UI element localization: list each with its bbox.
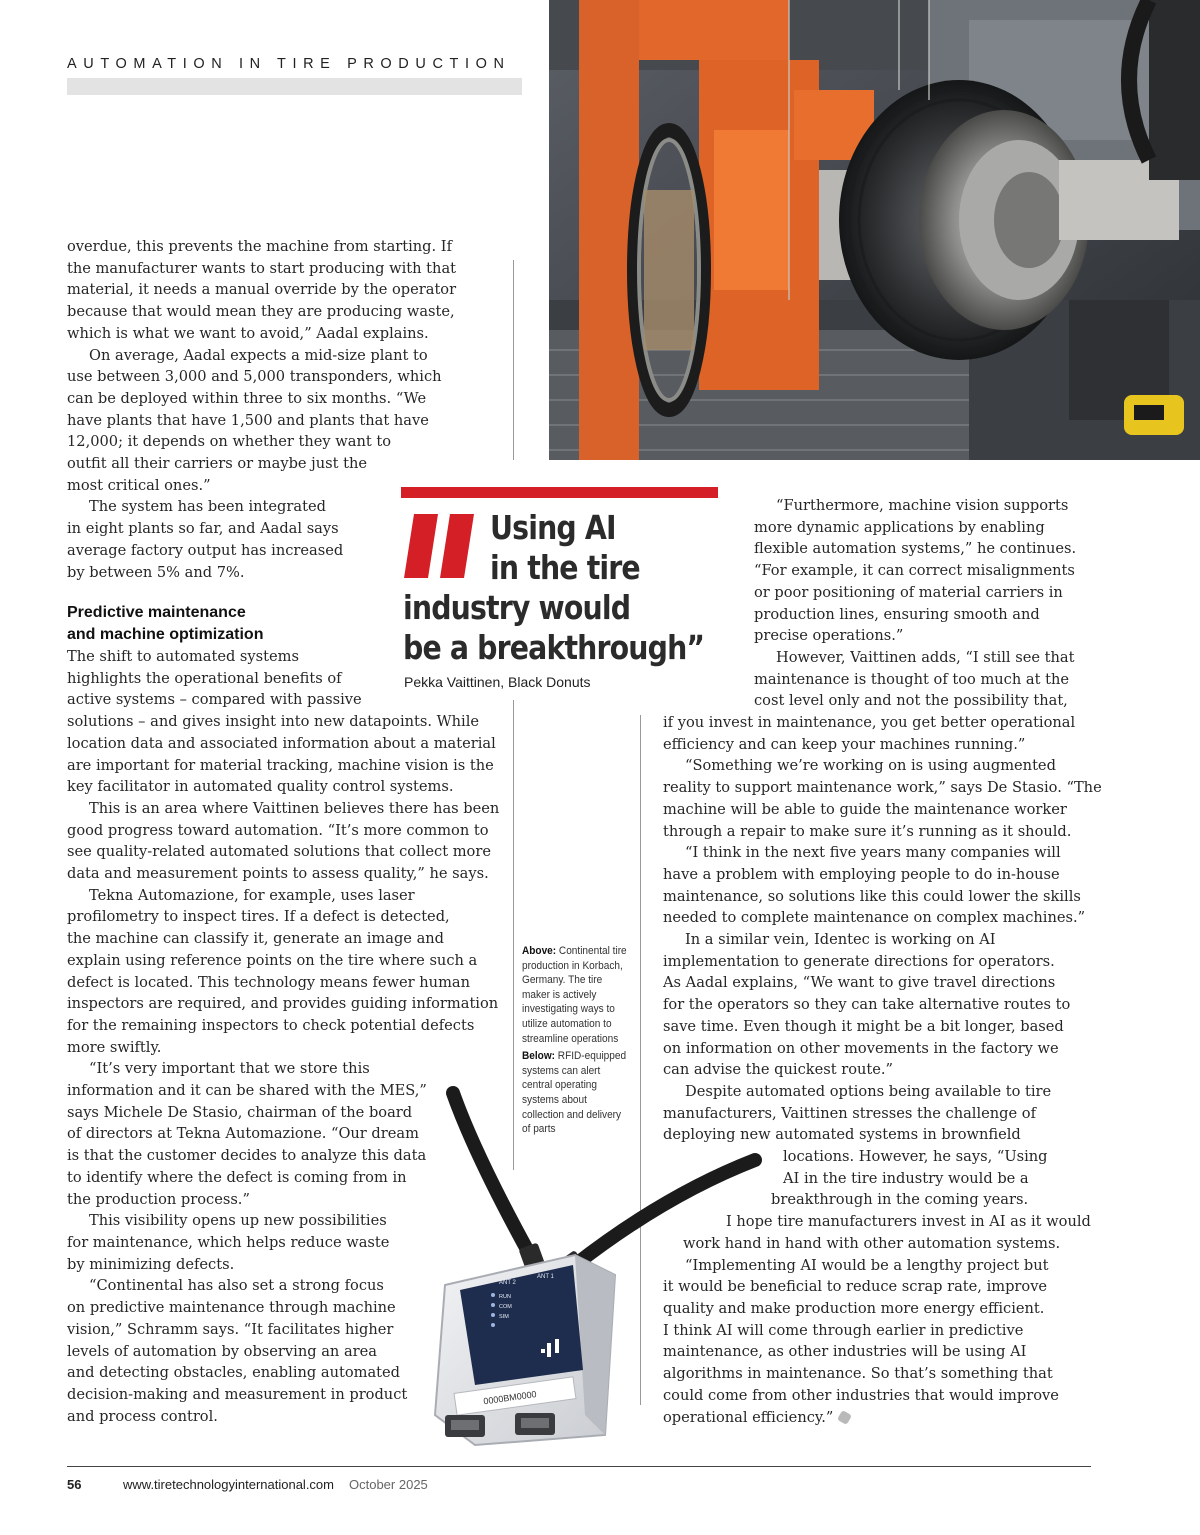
text-line: the machine can classify it, generate an image and (67, 930, 445, 948)
text-line: by minimizing defects. (67, 1255, 235, 1273)
text-line: says Michele De Stasio, chairman of the board (67, 1103, 413, 1121)
text-line: for the remaining inspectors to check potential defects (67, 1016, 475, 1034)
device-label: ANT 2 (499, 1280, 516, 1286)
text-line: efficiency and can keep your machines running.” (663, 735, 1026, 753)
text-line: more dynamic applications by enabling (754, 518, 1045, 536)
text-line: “Something we’re working on is using augmented (685, 757, 1056, 775)
text-line: material, it needs a manual override by the operator (67, 281, 457, 299)
text-line: decision-making and measurement in product (67, 1385, 408, 1403)
pull-quote-line: be a breakthrough” (403, 628, 705, 667)
text-line: can be deployed within three to six months. “We (67, 389, 427, 407)
factory-photo (549, 0, 1200, 460)
end-mark-icon (837, 1410, 852, 1425)
section-label: AUTOMATION IN TIRE PRODUCTION (67, 56, 511, 72)
text-line: solutions – and gives insight into new datapoints. While (67, 713, 480, 731)
device-serial: 0000BM0000 (482, 1389, 538, 1407)
text-line: 12,000; it depends on whether they want to (67, 433, 392, 451)
text-line: quality and make production more energy efficient. (663, 1299, 1045, 1317)
text-line: data and measurement points to assess quality,” he says. (67, 865, 489, 883)
text-line: for the operators so they can take alternative routes to (663, 996, 1071, 1014)
text-line: This visibility opens up new possibilities (89, 1212, 387, 1230)
text-line: on predictive maintenance through machine (67, 1299, 396, 1317)
text-line: AI in the tire industry would be a (783, 1169, 1029, 1187)
subheading-line: and machine optimization (67, 626, 264, 643)
subheading-line: Predictive maintenance (67, 604, 246, 621)
text-line: maintenance, as other industries will be using AI (663, 1343, 1027, 1361)
device-label: SIM (499, 1314, 509, 1320)
text-line: active systems – compared with passive (67, 691, 362, 709)
text-line: through a repair to make sure it’s running as it should. (663, 822, 1072, 840)
text-line: maintenance is thought of too much at the (754, 670, 1069, 688)
text-line: manufacturers, Vaittinen stresses the challenge of (663, 1104, 1036, 1122)
caption-below-text: RFID-equipped systems can alert central operating systems about collection and delivery of parts (522, 1050, 627, 1136)
text-line: I think AI will come through earlier in predictive (663, 1321, 1024, 1339)
text-line: explain using reference points on the tire where such a (67, 951, 478, 969)
text-line: is that the customer decides to analyze this data (67, 1147, 427, 1165)
text-line: location data and associated information about a material (67, 734, 496, 752)
left-column-top (67, 236, 456, 583)
text-line: As Aadal explains, “We want to give travel directions (663, 974, 1056, 992)
text-line: deploying new automated systems in brownfield (663, 1126, 1021, 1144)
text-line: or poor positioning of material carriers in (754, 583, 1063, 601)
text-line: vision,” Schramm says. “It facilitates higher (67, 1320, 394, 1338)
text-line: On average, Aadal expects a mid-size plant to (89, 346, 428, 364)
text-line: it would be beneficial to reduce scrap rate, improve (663, 1278, 1048, 1296)
text-line: The system has been integrated (89, 498, 326, 516)
text-line: cost level only and not the possibility that, (754, 692, 1068, 710)
text-line: maintenance, so solutions like this could lower the skills (663, 887, 1081, 905)
text-line: save time. Even though it might be a bit longer, based (663, 1017, 1064, 1035)
text-line: see quality-related automated solutions that collect more (67, 843, 491, 861)
text-line: are important for material tracking, machine vision is the (67, 756, 494, 774)
text-line: Despite automated options being available to tire (685, 1082, 1052, 1100)
text-line: have a problem with employing people to do in-house (663, 865, 1060, 883)
text-line: This is an area where Vaittinen believes there has been (89, 799, 500, 817)
text-line: machine will be able to guide the maintenance worker (663, 800, 1067, 818)
text-line: inspectors are required, and provides guiding information (67, 995, 499, 1013)
text-line: in eight plants so far, and Aadal says (67, 520, 339, 538)
text-line: and process control. (67, 1407, 218, 1425)
text-line: use between 3,000 and 5,000 transponders, which (67, 368, 442, 386)
text-line: breakthrough in the coming years. (771, 1191, 1029, 1209)
text-line: on information on other movements in the factory we (663, 1039, 1059, 1057)
text-line: needed to complete maintenance on complex machines.” (663, 909, 1086, 927)
caption-above-text: Continental tire production in Korbach, Germany. The tire maker is actively investigating ways to utilize automation to streamline operations (522, 945, 627, 1045)
text-line: of directors at Tekna Automazione. “Our dream (67, 1125, 419, 1143)
text-line: levels of automation by observing an area (67, 1342, 377, 1360)
section-subheading (67, 602, 263, 646)
device-label: COM (499, 1304, 512, 1310)
tire-machine-image (549, 0, 1200, 460)
text-line: operational efficiency.” (663, 1408, 834, 1426)
text-line: and detecting obstacles, enabling automated (67, 1364, 400, 1382)
text-line: highlights the operational benefits of (67, 669, 342, 687)
text-line: because that would mean they are producing waste, (67, 303, 455, 321)
text-line: which is what we want to avoid,” Aadal explains. (67, 324, 429, 342)
text-line: defect is located. This technology means fewer human (67, 973, 471, 991)
text-line: Tekna Automazione, for example, uses laser (89, 886, 415, 904)
text-line: overdue, this prevents the machine from starting. If (67, 238, 452, 255)
text-line: I hope tire manufacturers invest in AI as it would (726, 1213, 1091, 1231)
text-line: In a similar vein, Identec is working on AI (685, 931, 996, 949)
text-line: key facilitator in automated quality control systems. (67, 778, 454, 796)
text-line: flexible automation systems,” he continues. (754, 540, 1077, 558)
right-column-top (754, 495, 1076, 712)
column-rule-upper (513, 260, 514, 460)
text-line: to identify where the defect is coming from in (67, 1168, 407, 1186)
text-line: work hand in hand with other automation systems. (683, 1234, 1061, 1252)
caption-below-label: Below: (522, 1050, 556, 1063)
text-line: “It’s very important that we store this (89, 1060, 370, 1078)
text-line: by between 5% and 7%. (67, 563, 245, 581)
text-line: algorithms in maintenance. So that’s something that (663, 1365, 1053, 1383)
antenna-right (575, 1160, 755, 1265)
pull-quote-attribution: Pekka Vaittinen, Black Donuts (404, 674, 591, 690)
text-line: the production process.” (67, 1190, 250, 1208)
footer-url: www.tiretechnologyinternational.com (123, 1477, 334, 1492)
antenna-left (453, 1093, 530, 1255)
pull-quote-bar (401, 487, 718, 498)
text-line: outfit all their carriers or maybe just the (67, 455, 367, 473)
text-line: “Furthermore, machine vision supports (776, 497, 1069, 514)
device-label: RUN (499, 1294, 511, 1300)
text-line: locations. However, he says, “Using (783, 1148, 1048, 1166)
text-line: However, Vaittinen adds, “I still see that (776, 648, 1075, 666)
section-label-bar (67, 78, 522, 95)
pull-quote-line: Using AI (490, 508, 616, 547)
text-line: production lines, ensuring smooth and (754, 605, 1040, 623)
pull-quote-line: in the tire (490, 548, 640, 587)
caption-above-label: Above: (522, 945, 557, 957)
quote-mark-icon (404, 514, 476, 578)
text-line: for maintenance, which helps reduce waste (67, 1233, 390, 1251)
text-line: reality to support maintenance work,” says De Stasio. “The (663, 779, 1102, 797)
text-line: average factory output has increased (67, 541, 344, 559)
page-number: 56 (67, 1477, 82, 1492)
rfid-device-image (415, 1085, 815, 1455)
text-line: “I think in the next five years many companies will (685, 844, 1061, 862)
text-line: most critical ones.” (67, 476, 211, 494)
text-line: “Implementing AI would be a lengthy project but (685, 1256, 1049, 1274)
text-line: could come from other industries that would improve (663, 1386, 1059, 1404)
text-line: “For example, it can correct misalignments (754, 562, 1075, 580)
text-line: if you invest in maintenance, you get better operational (663, 714, 1076, 731)
text-line: can advise the quickest route.” (663, 1061, 893, 1079)
pull-quote-line: industry would (403, 588, 631, 627)
footer-date: October 2025 (349, 1477, 428, 1492)
text-line: implementation to generate directions for operators. (663, 952, 1055, 970)
text-line: good progress toward automation. “It’s more common to (67, 821, 489, 839)
text-line: information and it can be shared with the MES,” (67, 1082, 427, 1100)
text-line: “Continental has also set a strong focus (89, 1277, 384, 1295)
text-line: have plants that have 1,500 and plants that have (67, 411, 429, 429)
text-line: precise operations.” (754, 627, 904, 645)
device-label: ANT 1 (537, 1274, 554, 1280)
text-line: profilometry to inspect tires. If a defect is detected, (67, 908, 450, 926)
footer-rule (67, 1466, 1091, 1467)
text-line: more swiftly. (67, 1038, 162, 1056)
text-line: the manufacturer wants to start producing with that (67, 259, 457, 277)
text-line: The shift to automated systems (67, 648, 299, 665)
